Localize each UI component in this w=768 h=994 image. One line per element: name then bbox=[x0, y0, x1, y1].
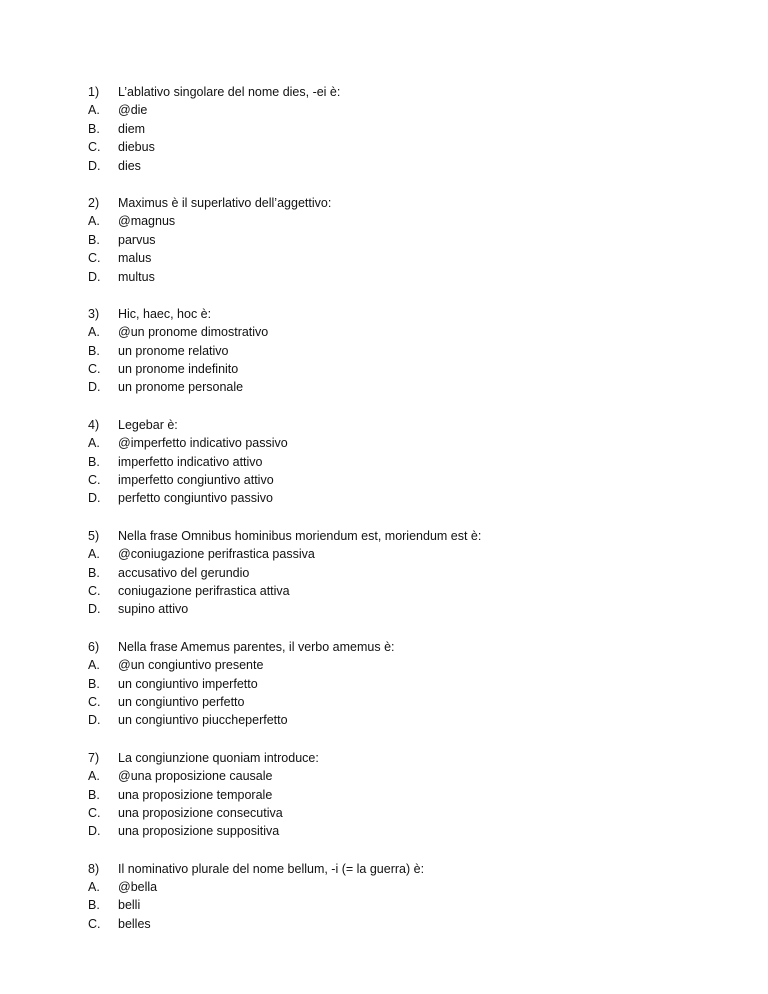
option-text: @imperfetto indicativo passivo bbox=[118, 436, 288, 451]
answer-option bbox=[0, 711, 768, 729]
question-line bbox=[0, 527, 768, 545]
answer-option bbox=[0, 545, 768, 563]
question-block bbox=[0, 194, 768, 286]
option-letter: B. bbox=[88, 565, 100, 580]
answer-option bbox=[0, 822, 768, 840]
option-letter: C. bbox=[88, 916, 101, 931]
question-block bbox=[0, 305, 768, 397]
option-letter: C. bbox=[88, 140, 101, 155]
option-text: perfetto congiuntivo passivo bbox=[118, 491, 273, 506]
option-text: belli bbox=[118, 898, 141, 913]
answer-option bbox=[0, 360, 768, 378]
answer-option bbox=[0, 434, 768, 452]
option-letter: D. bbox=[88, 269, 101, 284]
answer-option bbox=[0, 786, 768, 804]
option-letter: B. bbox=[88, 121, 100, 136]
option-text: @magnus bbox=[118, 214, 176, 229]
answer-option bbox=[0, 378, 768, 396]
question-prompt: Nella frase Omnibus hominibus moriendum est, moriendum est è: bbox=[118, 528, 482, 543]
question-line bbox=[0, 638, 768, 656]
option-letter: B. bbox=[88, 787, 100, 802]
option-letter: C. bbox=[88, 583, 101, 598]
question-line bbox=[0, 749, 768, 767]
option-text: belles bbox=[118, 916, 151, 931]
option-text: diebus bbox=[118, 140, 155, 155]
question-block bbox=[0, 860, 768, 934]
question-block bbox=[0, 83, 768, 175]
option-text: una proposizione temporale bbox=[118, 787, 273, 802]
option-letter: A. bbox=[88, 880, 100, 895]
answer-option bbox=[0, 249, 768, 267]
option-letter: A. bbox=[88, 103, 100, 118]
option-letter: D. bbox=[88, 824, 101, 839]
option-text: parvus bbox=[118, 232, 156, 247]
answer-option bbox=[0, 767, 768, 785]
answer-option bbox=[0, 582, 768, 600]
option-text: un congiuntivo perfetto bbox=[118, 694, 245, 709]
option-text: @coniugazione perifrastica passiva bbox=[118, 547, 315, 562]
option-letter: A. bbox=[88, 769, 100, 784]
option-text: @una proposizione causale bbox=[118, 769, 273, 784]
question-number: 2) bbox=[88, 195, 100, 210]
option-letter: C. bbox=[88, 251, 101, 266]
question-block bbox=[0, 416, 768, 508]
option-letter: C. bbox=[88, 694, 101, 709]
option-letter: A. bbox=[88, 214, 100, 229]
option-text: un congiuntivo imperfetto bbox=[118, 676, 258, 691]
answer-option bbox=[0, 656, 768, 674]
option-letter: C. bbox=[88, 473, 101, 488]
question-block bbox=[0, 638, 768, 730]
option-letter: B. bbox=[88, 898, 100, 913]
option-letter: D. bbox=[88, 491, 101, 506]
option-letter: B. bbox=[88, 232, 100, 247]
option-letter: C. bbox=[88, 805, 101, 820]
answer-option bbox=[0, 489, 768, 507]
option-letter: D. bbox=[88, 602, 101, 617]
option-letter: A. bbox=[88, 658, 100, 673]
option-text: una proposizione suppositiva bbox=[118, 824, 280, 839]
question-prompt: L’ablativo singolare del nome dies, -ei è: bbox=[118, 85, 341, 99]
answer-option bbox=[0, 878, 768, 896]
answer-option bbox=[0, 138, 768, 156]
answer-option bbox=[0, 268, 768, 286]
answer-option bbox=[0, 120, 768, 138]
question-number: 4) bbox=[88, 417, 100, 432]
document-page bbox=[0, 83, 768, 952]
answer-option bbox=[0, 157, 768, 175]
option-text: coniugazione perifrastica attiva bbox=[118, 583, 290, 598]
question-number: 5) bbox=[88, 528, 100, 543]
question-number: 7) bbox=[88, 750, 100, 765]
question-number: 1) bbox=[88, 85, 100, 99]
question-prompt: Hic, haec, hoc è: bbox=[118, 306, 212, 321]
answer-option bbox=[0, 471, 768, 489]
option-letter: A. bbox=[88, 325, 100, 340]
option-text: malus bbox=[118, 251, 152, 266]
answer-option bbox=[0, 804, 768, 822]
answer-option bbox=[0, 915, 768, 933]
answer-option bbox=[0, 212, 768, 230]
option-letter: D. bbox=[88, 380, 101, 395]
question-line bbox=[0, 860, 768, 878]
answer-option bbox=[0, 675, 768, 693]
option-text: un pronome indefinito bbox=[118, 362, 239, 377]
option-text: accusativo del gerundio bbox=[118, 565, 250, 580]
option-letter: D. bbox=[88, 713, 101, 728]
question-number: 6) bbox=[88, 639, 100, 654]
option-text: diem bbox=[118, 121, 146, 136]
option-text: una proposizione consecutiva bbox=[118, 805, 283, 820]
answer-option bbox=[0, 896, 768, 914]
option-letter: C. bbox=[88, 362, 101, 377]
question-line bbox=[0, 194, 768, 212]
question-prompt: Maximus è il superlativo dell’aggettivo: bbox=[118, 195, 332, 210]
option-letter: A. bbox=[88, 547, 100, 562]
option-letter: A. bbox=[88, 436, 100, 451]
question-prompt: La congiunzione quoniam introduce: bbox=[118, 750, 319, 765]
option-text: imperfetto indicativo attivo bbox=[118, 454, 263, 469]
answer-option bbox=[0, 101, 768, 119]
option-text: multus bbox=[118, 269, 155, 284]
answer-option bbox=[0, 693, 768, 711]
answer-option bbox=[0, 564, 768, 582]
question-number: 8) bbox=[88, 861, 100, 876]
option-letter: D. bbox=[88, 158, 101, 173]
answer-option bbox=[0, 453, 768, 471]
option-text: dies bbox=[118, 158, 141, 173]
answer-option bbox=[0, 231, 768, 249]
question-line bbox=[0, 416, 768, 434]
question-prompt: Nella frase Amemus parentes, il verbo amemus è: bbox=[118, 639, 395, 654]
option-text: @die bbox=[118, 103, 148, 118]
option-letter: B. bbox=[88, 454, 100, 469]
question-line bbox=[0, 83, 768, 101]
option-text: @un pronome dimostrativo bbox=[118, 325, 269, 340]
question-number: 3) bbox=[88, 306, 100, 321]
option-text: imperfetto congiuntivo attivo bbox=[118, 473, 274, 488]
question-line bbox=[0, 305, 768, 323]
answer-option bbox=[0, 342, 768, 360]
option-text: @un congiuntivo presente bbox=[118, 658, 264, 673]
option-text: un congiuntivo piuccheperfetto bbox=[118, 713, 288, 728]
answer-option bbox=[0, 323, 768, 341]
answer-option bbox=[0, 600, 768, 618]
option-text: un pronome personale bbox=[118, 380, 244, 395]
option-text: un pronome relativo bbox=[118, 343, 229, 358]
question-prompt: Legebar è: bbox=[118, 417, 178, 432]
option-letter: B. bbox=[88, 676, 100, 691]
option-text: supino attivo bbox=[118, 602, 189, 617]
option-letter: B. bbox=[88, 343, 100, 358]
question-block bbox=[0, 527, 768, 619]
question-prompt: Il nominativo plurale del nome bellum, -i (= la guerra) è: bbox=[118, 861, 425, 876]
question-block bbox=[0, 749, 768, 841]
option-text: @bella bbox=[118, 880, 158, 895]
